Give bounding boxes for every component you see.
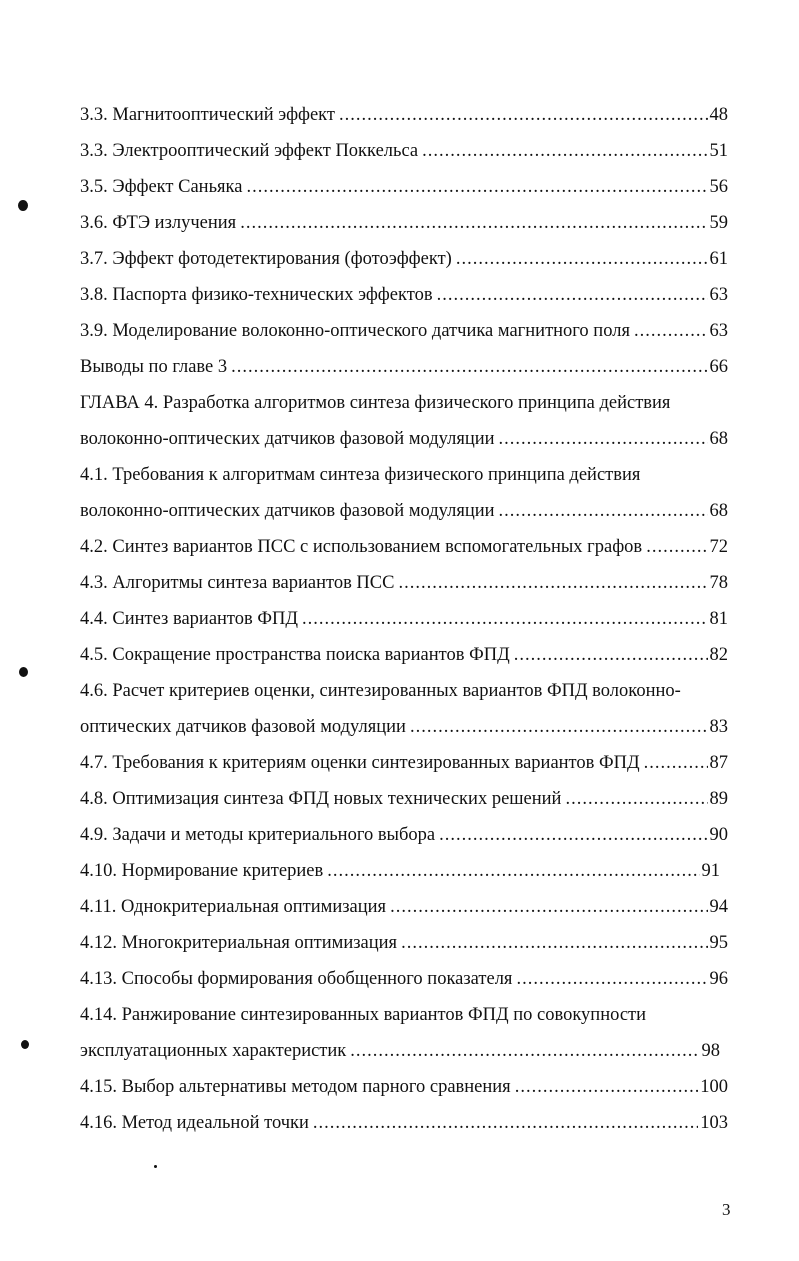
dot-leader [422,133,707,169]
dot-leader [439,817,707,853]
toc-entry-title: 4.14. Ранжирование синтезированных вариантов ФПД по совокупности [80,1005,647,1025]
toc-entry-title: эксплуатационных характеристик [80,1041,347,1061]
dot-leader [302,601,708,637]
toc-entry-page: 63 [709,321,728,341]
dot-leader [515,1069,699,1105]
dot-leader [350,1033,699,1069]
toc-entry-page: 63 [709,285,728,305]
dot-leader [401,925,707,961]
toc-entry-title: 4.6. Расчет критериев оценки, синтезированных вариантов ФПД волоконно- [80,681,681,701]
toc-entry-page: 91 [701,861,720,881]
dot-leader [499,493,708,529]
toc-entry-title: 4.12. Многокритериальная оптимизация [80,933,398,953]
toc-entry-page: 96 [709,969,728,989]
dot-leader [313,1105,698,1141]
toc-entry [80,889,728,925]
toc-entry-title: 4.3. Алгоритмы синтеза вариантов ПСС [80,573,395,593]
dot-leader [634,313,708,349]
toc-entry-title: 3.9. Моделирование волоконно-оптического датчика магнитного поля [80,321,630,341]
toc-entry [80,97,728,133]
toc-entry-title: Выводы по главе 3 [80,357,228,377]
toc-entry-page: 83 [709,717,728,737]
toc-entry-title: 3.8. Паспорта физико-технических эффектов [80,285,433,305]
toc-entry [80,493,728,529]
toc-entry-page: 56 [709,177,728,197]
dot-leader [514,637,708,673]
toc-entry-title: ГЛАВА 4. Разработка алгоритмов синтеза физического принципа действия [80,393,671,413]
toc-entry-title: 3.7. Эффект фотодетектирования (фотоэффект) [80,249,452,269]
toc-entry-page: 68 [709,429,728,449]
toc-entry [80,853,720,889]
toc-entry-first-line [80,997,728,1033]
scan-speck [18,200,28,211]
toc-entry-title: 4.2. Синтез вариантов ПСС с использованием вспомогательных графов [80,537,643,557]
toc-entry [80,709,728,745]
toc-entry [80,817,728,853]
toc-entry [80,277,728,313]
toc-entry [80,745,728,781]
scan-speck [19,667,28,677]
dot-leader [646,529,707,565]
dot-leader [390,889,707,925]
page-number: 3 [722,1200,731,1219]
toc-entry-page: 98 [701,1041,720,1061]
toc-entry-title: 4.4. Синтез вариантов ФПД [80,609,298,629]
toc-entry-page: 103 [700,1113,728,1133]
toc-entry-page: 68 [709,501,728,521]
toc-entry [80,601,728,637]
toc-entry [80,241,728,277]
toc-entry [80,1105,728,1141]
toc-entry-page: 72 [709,537,728,557]
toc-entry-first-line [80,385,728,421]
toc-entry-title: 4.11. Однокритериальная оптимизация [80,897,387,917]
table-of-contents [80,97,728,1141]
dot-leader [398,565,707,601]
dot-leader [644,745,708,781]
toc-entry-title: 4.16. Метод идеальной точки [80,1113,309,1133]
dot-leader [327,853,699,889]
dot-leader [437,277,708,313]
toc-entry-page: 89 [709,789,728,809]
dot-leader [410,709,708,745]
toc-entry-title: 3.3. Электрооптический эффект Поккельса [80,141,419,161]
toc-entry-page: 78 [709,573,728,593]
toc-entry-title: 4.15. Выбор альтернативы методом парного сравнения [80,1077,511,1097]
toc-entry-title: волоконно-оптических датчиков фазовой модуляции [80,429,495,449]
toc-entry-title: 4.10. Нормирование критериев [80,861,324,881]
dot-leader [240,205,707,241]
toc-entry-title: 3.5. Эффект Саньяка [80,177,243,197]
toc-entry-page: 90 [709,825,728,845]
toc-entry-page: 94 [709,897,728,917]
toc-entry [80,925,728,961]
toc-entry [80,349,728,385]
toc-entry-title: 4.5. Сокращение пространства поиска вариантов ФПД [80,645,510,665]
toc-entry-page: 82 [709,645,728,665]
toc-entry-title: 4.13. Способы формирования обобщенного показателя [80,969,513,989]
toc-entry [80,421,728,457]
toc-entry-page: 100 [700,1077,728,1097]
dot-leader [456,241,708,277]
toc-entry-page: 48 [709,105,728,125]
toc-entry [80,529,728,565]
toc-entry-page: 81 [709,609,728,629]
toc-entry-title: волоконно-оптических датчиков фазовой модуляции [80,501,495,521]
toc-entry [80,1033,720,1069]
toc-entry-title: 4.1. Требования к алгоритмам синтеза физического принципа действия [80,465,641,485]
toc-entry-title: 4.8. Оптимизация синтеза ФПД новых технических решений [80,789,562,809]
dot-leader [499,421,708,457]
toc-entry-first-line [80,673,728,709]
dot-leader [231,349,707,385]
toc-entry [80,313,728,349]
toc-entry-title: 3.3. Магнитооптический эффект [80,105,335,125]
toc-entry [80,961,728,997]
scan-speck [154,1165,157,1168]
toc-entry-title: оптических датчиков фазовой модуляции [80,717,406,737]
toc-entry-page: 61 [709,249,728,269]
toc-entry [80,781,728,817]
toc-entry [80,1069,728,1105]
toc-entry [80,169,728,205]
dot-leader [565,781,707,817]
toc-entry-page: 87 [709,753,728,773]
scan-speck [21,1040,29,1049]
toc-entry-page: 95 [709,933,728,953]
toc-entry [80,637,728,673]
toc-entry [80,205,728,241]
toc-entry [80,133,728,169]
toc-entry-first-line [80,457,728,493]
toc-entry-page: 66 [709,357,728,377]
toc-entry-title: 4.9. Задачи и методы критериального выбора [80,825,436,845]
toc-entry-title: 3.6. ФТЭ излучения [80,213,237,233]
dot-leader [246,169,707,205]
toc-entry-page: 51 [709,141,728,161]
toc-entry-page: 59 [709,213,728,233]
dot-leader [516,961,707,997]
toc-entry-title: 4.7. Требования к критериям оценки синтезированных вариантов ФПД [80,753,640,773]
toc-entry [80,565,728,601]
dot-leader [339,97,708,133]
